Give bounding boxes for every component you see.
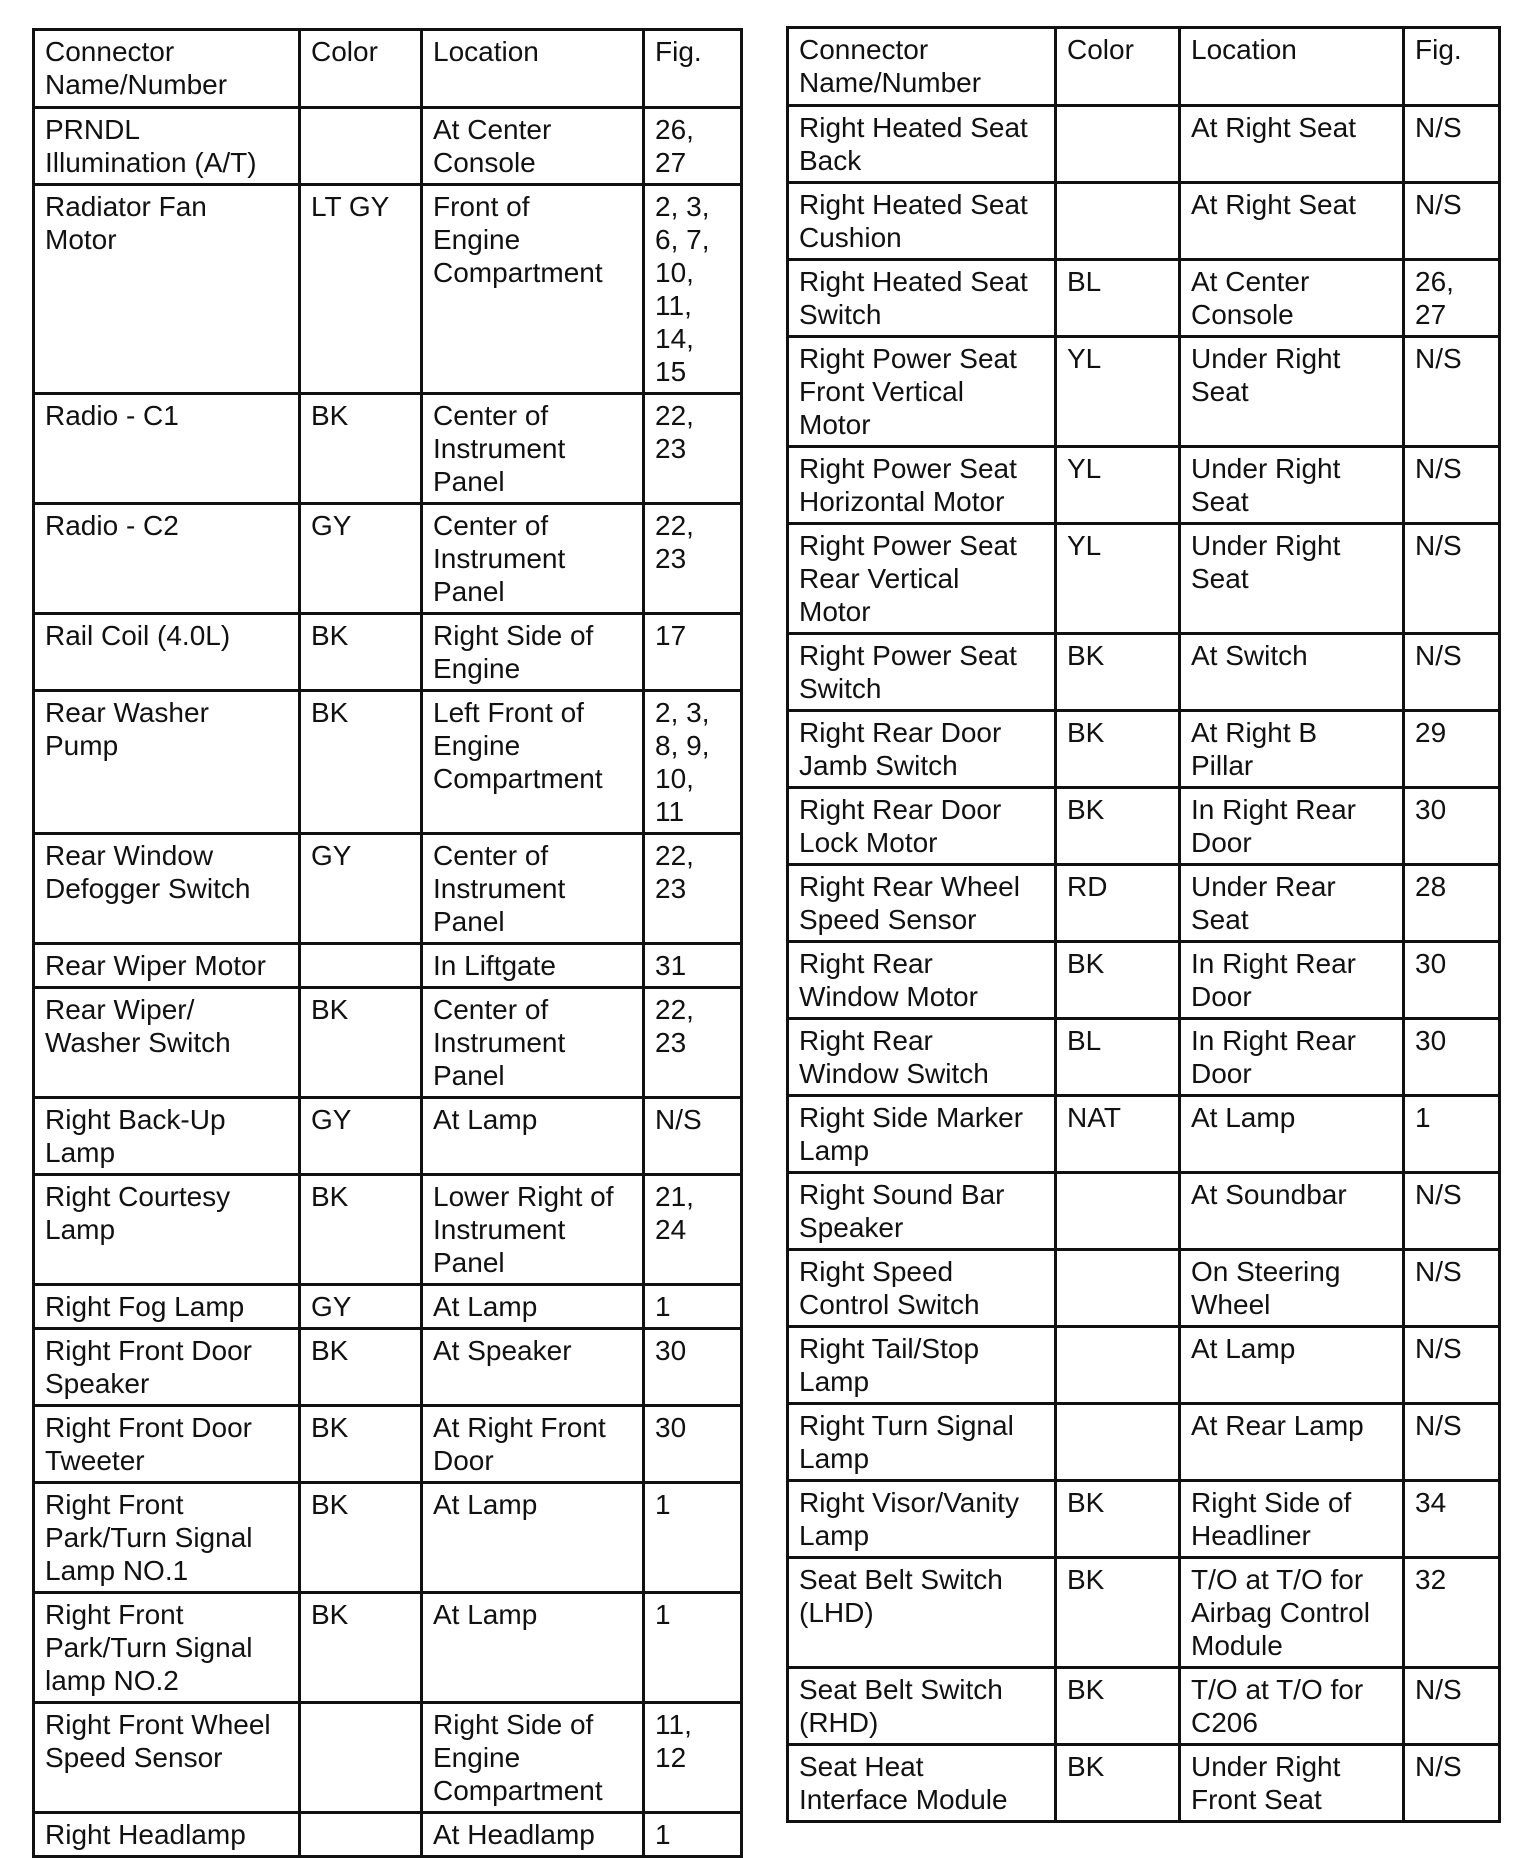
cell-location: At Center Console <box>422 108 644 185</box>
cell-fig: 17 <box>644 614 742 691</box>
cell-color: BK <box>300 1593 422 1703</box>
cell-fig: 21, 24 <box>644 1175 742 1285</box>
cell-connector: Seat Belt Switch (RHD) <box>788 1668 1056 1745</box>
cell-color: NAT <box>1056 1096 1180 1173</box>
cell-color: BK <box>300 394 422 504</box>
cell-fig: N/S <box>1404 1404 1500 1481</box>
cell-connector: Rear Washer Pump <box>34 691 300 834</box>
cell-location: Lower Right of Instrument Panel <box>422 1175 644 1285</box>
cell-connector: Right Heated Seat Cushion <box>788 183 1056 260</box>
cell-color <box>300 108 422 185</box>
cell-fig: 2, 3, 8, 9, 10, 11 <box>644 691 742 834</box>
table-row <box>788 1481 1500 1558</box>
cell-connector: Right Rear Window Motor <box>788 942 1056 1019</box>
cell-color: BK <box>300 1329 422 1406</box>
cell-color <box>300 944 422 988</box>
cell-connector: Right Turn Signal Lamp <box>788 1404 1056 1481</box>
table-row <box>788 260 1500 337</box>
cell-color: BK <box>1056 1668 1180 1745</box>
cell-connector: Right Rear Door Jamb Switch <box>788 711 1056 788</box>
cell-location: Right Side of Engine <box>422 614 644 691</box>
cell-location: At Center Console <box>1180 260 1404 337</box>
cell-fig: 22, 23 <box>644 394 742 504</box>
cell-location: Under Rear Seat <box>1180 865 1404 942</box>
cell-connector: Right Power Seat Front Vertical Motor <box>788 337 1056 447</box>
cell-color: LT GY <box>300 185 422 394</box>
cell-color: BK <box>1056 942 1180 1019</box>
header-row <box>788 28 1500 106</box>
cell-fig: N/S <box>1404 1327 1500 1404</box>
cell-color: BK <box>300 988 422 1098</box>
cell-connector: Right Visor/Vanity Lamp <box>788 1481 1056 1558</box>
header-color: Color <box>300 30 422 108</box>
cell-location: At Rear Lamp <box>1180 1404 1404 1481</box>
cell-fig: 31 <box>644 944 742 988</box>
table-row <box>34 614 742 691</box>
table-row <box>788 1173 1500 1250</box>
cell-color: BK <box>300 1483 422 1593</box>
cell-connector: Radio - C2 <box>34 504 300 614</box>
cell-color: BK <box>300 1406 422 1483</box>
connector-table-right <box>786 26 1501 1823</box>
cell-connector: Right Rear Window Switch <box>788 1019 1056 1096</box>
cell-location: At Soundbar <box>1180 1173 1404 1250</box>
table-row <box>788 183 1500 260</box>
table-row <box>788 1327 1500 1404</box>
cell-location: In Right Rear Door <box>1180 1019 1404 1096</box>
cell-location: At Lamp <box>422 1285 644 1329</box>
table-row <box>34 1175 742 1285</box>
cell-color <box>1056 106 1180 183</box>
cell-color: BL <box>1056 1019 1180 1096</box>
cell-color <box>1056 1173 1180 1250</box>
cell-fig: 2, 3, 6, 7, 10, 11, 14, 15 <box>644 185 742 394</box>
table-row <box>34 1813 742 1857</box>
table-row <box>34 1329 742 1406</box>
cell-color: YL <box>1056 524 1180 634</box>
header-connector: Connector Name/Number <box>788 28 1056 106</box>
cell-connector: Right Fog Lamp <box>34 1285 300 1329</box>
cell-location: Under Right Seat <box>1180 447 1404 524</box>
cell-fig: N/S <box>1404 183 1500 260</box>
cell-color: BK <box>1056 788 1180 865</box>
cell-location: Under Right Seat <box>1180 524 1404 634</box>
cell-fig: 1 <box>644 1285 742 1329</box>
header-fig: Fig. <box>1404 28 1500 106</box>
header-color: Color <box>1056 28 1180 106</box>
cell-connector: Right Headlamp <box>34 1813 300 1857</box>
cell-location: At Speaker <box>422 1329 644 1406</box>
cell-color <box>1056 1327 1180 1404</box>
cell-connector: Right Front Door Tweeter <box>34 1406 300 1483</box>
table-row <box>788 1096 1500 1173</box>
cell-location: On Steering Wheel <box>1180 1250 1404 1327</box>
cell-fig: N/S <box>1404 524 1500 634</box>
cell-fig: 22, 23 <box>644 834 742 944</box>
cell-connector: Rail Coil (4.0L) <box>34 614 300 691</box>
cell-connector: Rear Window Defogger Switch <box>34 834 300 944</box>
header-connector: Connector Name/Number <box>34 30 300 108</box>
cell-location: At Lamp <box>422 1098 644 1175</box>
table-row <box>34 1703 742 1813</box>
cell-color <box>1056 183 1180 260</box>
cell-connector: Right Power Seat Switch <box>788 634 1056 711</box>
table-row <box>34 1406 742 1483</box>
table-row <box>788 1668 1500 1745</box>
cell-connector: Rear Wiper/ Washer Switch <box>34 988 300 1098</box>
cell-location: At Lamp <box>422 1593 644 1703</box>
cell-location: Right Side of Headliner <box>1180 1481 1404 1558</box>
cell-fig: N/S <box>1404 1745 1500 1822</box>
cell-fig: 34 <box>1404 1481 1500 1558</box>
table-row <box>788 788 1500 865</box>
cell-color: BK <box>1056 1558 1180 1668</box>
cell-fig: 29 <box>1404 711 1500 788</box>
cell-location: Center of Instrument Panel <box>422 504 644 614</box>
cell-location: Left Front of Engine Compartment <box>422 691 644 834</box>
cell-color: GY <box>300 1098 422 1175</box>
table-row <box>34 944 742 988</box>
table-row <box>34 1285 742 1329</box>
cell-fig: N/S <box>1404 1668 1500 1745</box>
cell-fig: 11, 12 <box>644 1703 742 1813</box>
table-row <box>34 834 742 944</box>
table-row <box>788 1250 1500 1327</box>
cell-connector: PRNDL Illumination (A/T) <box>34 108 300 185</box>
cell-connector: Right Courtesy Lamp <box>34 1175 300 1285</box>
cell-connector: Right Rear Door Lock Motor <box>788 788 1056 865</box>
cell-connector: Right Speed Control Switch <box>788 1250 1056 1327</box>
cell-location: Front of Engine Compartment <box>422 185 644 394</box>
table-row <box>34 108 742 185</box>
cell-fig: N/S <box>1404 1250 1500 1327</box>
cell-fig: N/S <box>1404 337 1500 447</box>
cell-location: At Lamp <box>422 1483 644 1593</box>
cell-color: BK <box>1056 1481 1180 1558</box>
cell-connector: Right Front Park/Turn Signal lamp NO.2 <box>34 1593 300 1703</box>
table-row <box>788 1019 1500 1096</box>
cell-color: BK <box>1056 711 1180 788</box>
table-row <box>788 337 1500 447</box>
table-row <box>788 1745 1500 1822</box>
cell-connector: Right Side Marker Lamp <box>788 1096 1056 1173</box>
cell-color: BK <box>1056 634 1180 711</box>
cell-location: Right Side of Engine Compartment <box>422 1703 644 1813</box>
cell-location: In Right Rear Door <box>1180 788 1404 865</box>
cell-color <box>300 1703 422 1813</box>
table-row <box>788 1558 1500 1668</box>
cell-fig: N/S <box>1404 447 1500 524</box>
cell-location: At Right Seat <box>1180 183 1404 260</box>
cell-fig: 30 <box>1404 788 1500 865</box>
cell-color: GY <box>300 834 422 944</box>
table-body-left <box>34 108 742 1857</box>
cell-location: At Lamp <box>1180 1096 1404 1173</box>
cell-color <box>300 1813 422 1857</box>
table-row <box>788 942 1500 1019</box>
table-row <box>34 1593 742 1703</box>
table-row <box>788 711 1500 788</box>
cell-connector: Right Front Door Speaker <box>34 1329 300 1406</box>
cell-location: At Right B Pillar <box>1180 711 1404 788</box>
cell-fig: N/S <box>644 1098 742 1175</box>
cell-fig: 22, 23 <box>644 504 742 614</box>
cell-location: At Lamp <box>1180 1327 1404 1404</box>
cell-fig: 22, 23 <box>644 988 742 1098</box>
cell-color: GY <box>300 1285 422 1329</box>
cell-connector: Right Front Park/Turn Signal Lamp NO.1 <box>34 1483 300 1593</box>
cell-fig: 26, 27 <box>1404 260 1500 337</box>
table-row <box>34 1483 742 1593</box>
cell-fig: 1 <box>1404 1096 1500 1173</box>
cell-fig: 30 <box>1404 1019 1500 1096</box>
cell-connector: Radio - C1 <box>34 394 300 504</box>
cell-color: BK <box>300 1175 422 1285</box>
table-row <box>34 988 742 1098</box>
cell-color: RD <box>1056 865 1180 942</box>
cell-fig: 30 <box>644 1406 742 1483</box>
cell-color: YL <box>1056 337 1180 447</box>
cell-color: YL <box>1056 447 1180 524</box>
cell-location: Under Right Seat <box>1180 337 1404 447</box>
table-row <box>34 691 742 834</box>
cell-location: At Headlamp <box>422 1813 644 1857</box>
cell-location: At Right Seat <box>1180 106 1404 183</box>
cell-location: Center of Instrument Panel <box>422 988 644 1098</box>
cell-color: BL <box>1056 260 1180 337</box>
cell-fig: N/S <box>1404 106 1500 183</box>
cell-location: At Right Front Door <box>422 1406 644 1483</box>
cell-fig: 30 <box>644 1329 742 1406</box>
cell-location: Under Right Front Seat <box>1180 1745 1404 1822</box>
table-row <box>34 504 742 614</box>
table-row <box>788 865 1500 942</box>
cell-location: T/O at T/O for C206 <box>1180 1668 1404 1745</box>
cell-connector: Right Front Wheel Speed Sensor <box>34 1703 300 1813</box>
header-fig: Fig. <box>644 30 742 108</box>
cell-color: BK <box>300 691 422 834</box>
header-location: Location <box>422 30 644 108</box>
cell-location: T/O at T/O for Airbag Control Module <box>1180 1558 1404 1668</box>
cell-location: Center of Instrument Panel <box>422 394 644 504</box>
cell-fig: 32 <box>1404 1558 1500 1668</box>
table-row <box>34 394 742 504</box>
cell-fig: N/S <box>1404 634 1500 711</box>
cell-connector: Right Back-Up Lamp <box>34 1098 300 1175</box>
table-row <box>34 1098 742 1175</box>
table-row <box>34 185 742 394</box>
cell-connector: Rear Wiper Motor <box>34 944 300 988</box>
cell-connector: Radiator Fan Motor <box>34 185 300 394</box>
cell-fig: 1 <box>644 1813 742 1857</box>
table-body-right <box>788 106 1500 1822</box>
cell-connector: Right Power Seat Rear Vertical Motor <box>788 524 1056 634</box>
table-row <box>788 634 1500 711</box>
cell-color: BK <box>300 614 422 691</box>
cell-fig: N/S <box>1404 1173 1500 1250</box>
cell-connector: Right Heated Seat Back <box>788 106 1056 183</box>
cell-location: At Switch <box>1180 634 1404 711</box>
cell-fig: 1 <box>644 1593 742 1703</box>
cell-connector: Right Rear Wheel Speed Sensor <box>788 865 1056 942</box>
table-row <box>788 1404 1500 1481</box>
cell-fig: 28 <box>1404 865 1500 942</box>
cell-color: GY <box>300 504 422 614</box>
connector-table-left <box>32 28 743 1858</box>
cell-connector: Right Sound Bar Speaker <box>788 1173 1056 1250</box>
header-location: Location <box>1180 28 1404 106</box>
table-row <box>788 447 1500 524</box>
cell-connector: Right Power Seat Horizontal Motor <box>788 447 1056 524</box>
cell-connector: Seat Belt Switch (LHD) <box>788 1558 1056 1668</box>
cell-color <box>1056 1404 1180 1481</box>
cell-connector: Right Heated Seat Switch <box>788 260 1056 337</box>
cell-fig: 26, 27 <box>644 108 742 185</box>
cell-location: In Right Rear Door <box>1180 942 1404 1019</box>
cell-location: In Liftgate <box>422 944 644 988</box>
table-row <box>788 106 1500 183</box>
header-row <box>34 30 742 108</box>
cell-connector: Seat Heat Interface Module <box>788 1745 1056 1822</box>
cell-fig: 1 <box>644 1483 742 1593</box>
table-row <box>788 524 1500 634</box>
cell-connector: Right Tail/Stop Lamp <box>788 1327 1056 1404</box>
cell-color <box>1056 1250 1180 1327</box>
cell-location: Center of Instrument Panel <box>422 834 644 944</box>
cell-fig: 30 <box>1404 942 1500 1019</box>
cell-color: BK <box>1056 1745 1180 1822</box>
